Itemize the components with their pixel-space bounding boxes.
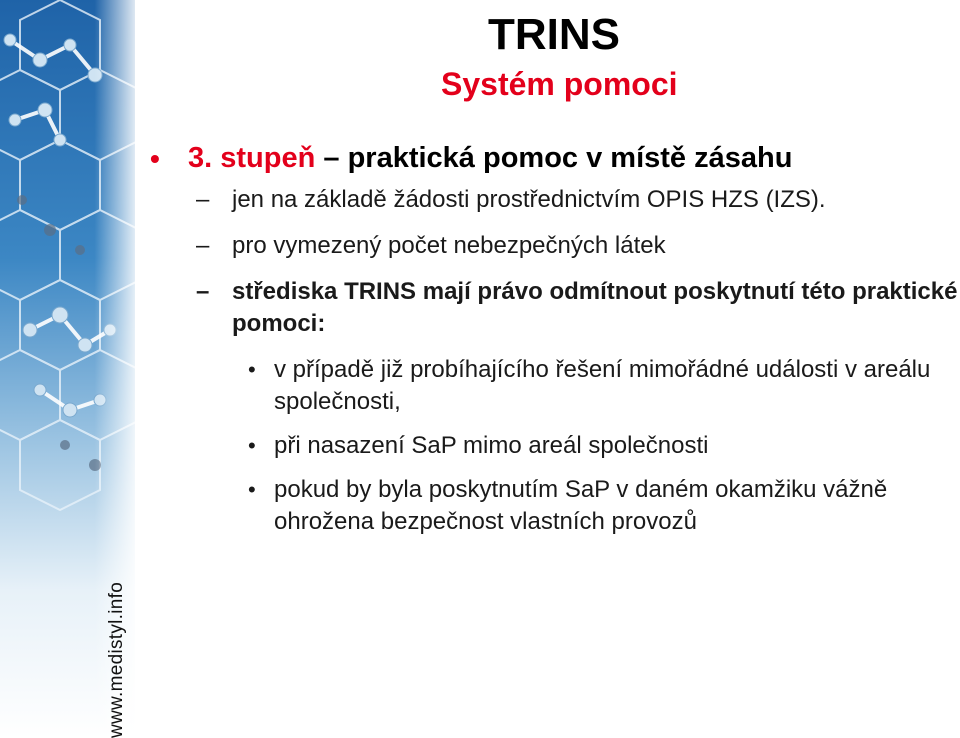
dash-icon: – — [196, 186, 210, 213]
page-title: TRINS — [488, 10, 620, 59]
heading-bullet — [150, 140, 960, 176]
bullet-dot-icon: • — [248, 477, 256, 502]
list-item-text: pro vymezený počet nebezpečných látek — [232, 232, 666, 259]
watermark-url: www.medistyl.info — [106, 581, 127, 738]
dash-icon: – — [196, 278, 210, 305]
sub-list-item — [150, 354, 934, 418]
side-decorative-image — [0, 0, 135, 738]
sub-list-item-text: při nasazení SaP mimo areál společnosti — [274, 432, 709, 459]
heading-rest: praktická pomoc v místě zásahu — [347, 142, 793, 174]
bullet-dot-icon: • — [150, 143, 160, 174]
bullet-dot-icon: • — [248, 357, 256, 382]
bullet-dot-icon: • — [248, 433, 256, 458]
heading-prefix: 3. stupeň — [188, 142, 316, 174]
list-item — [150, 230, 960, 262]
content-list — [150, 140, 960, 550]
list-item-text: střediska TRINS mají právo odmítnout poskytnutí této praktické pomoci: — [232, 278, 958, 337]
list-item — [150, 184, 960, 216]
sub-list-item — [150, 474, 934, 538]
sub-list-item-text: pokud by byla poskytnutím SaP v daném okamžiku vážně ohrožena bezpečnost vlastních provozů — [274, 476, 888, 535]
page-subtitle: Systém pomoci — [441, 66, 678, 102]
sub-list-item-text: v případě již probíhajícího řešení mimořádné události v areálu společnosti, — [274, 356, 931, 415]
sub-list-item — [150, 430, 934, 462]
list-item-text: jen na základě žádosti prostřednictvím OPIS HZS (IZS). — [232, 186, 826, 213]
dash-icon: – — [196, 232, 210, 259]
heading-separator: – — [323, 142, 340, 174]
list-item — [150, 276, 960, 340]
